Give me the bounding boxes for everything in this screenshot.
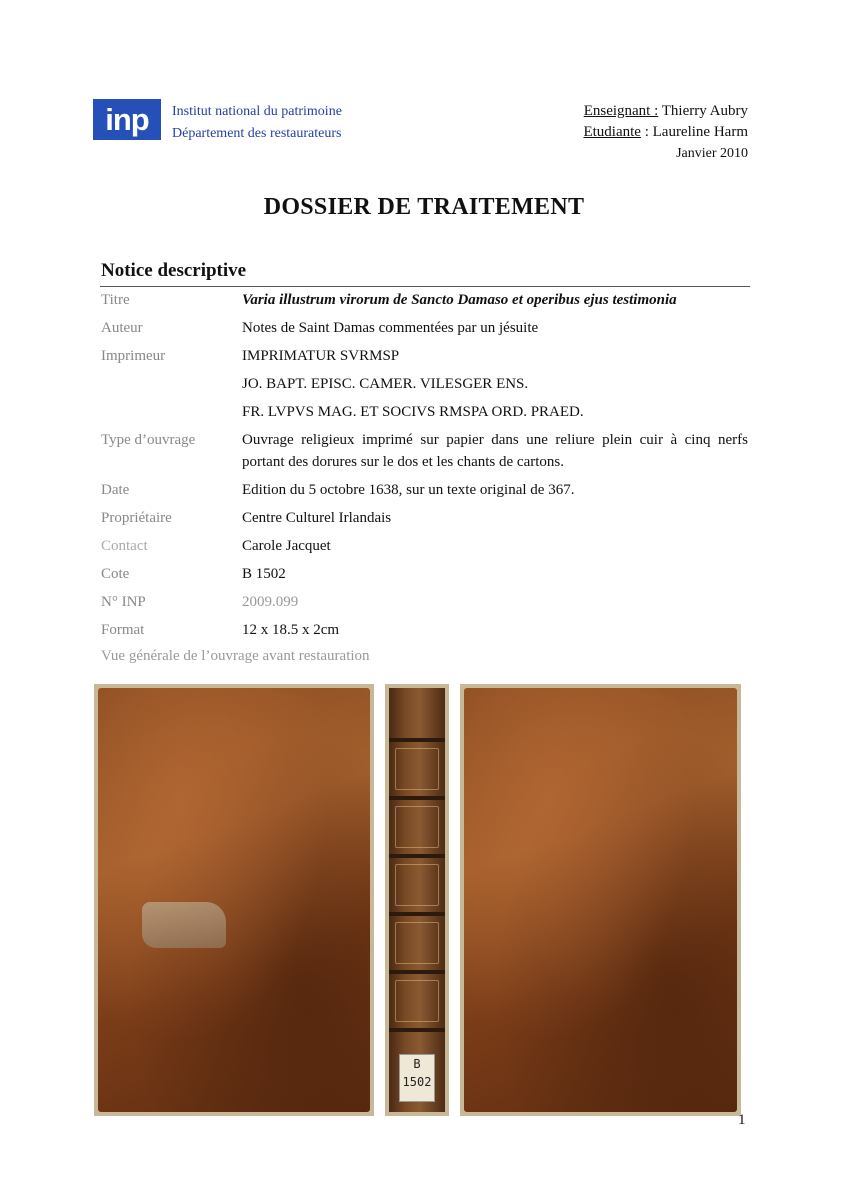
leather-cover (98, 688, 370, 1112)
spine-panel (395, 864, 439, 906)
department-name: Département des restaurateurs (172, 126, 342, 141)
student-line (583, 122, 748, 143)
notice-value (242, 345, 748, 423)
notice-label: Imprimeur (101, 348, 166, 364)
notice-value (242, 289, 748, 311)
section-title: Notice descriptive (101, 260, 247, 281)
shelf-mark-line: B (413, 1057, 421, 1071)
notice-label: Contact (101, 538, 148, 554)
notice-value: B 1502 (242, 566, 286, 582)
author-block (583, 101, 748, 164)
teacher-label: Enseignant : (583, 103, 659, 119)
spine-band (389, 854, 445, 858)
spine-panel (395, 806, 439, 848)
spine-band (389, 1028, 445, 1032)
spine-band (389, 912, 445, 916)
spine-band (389, 796, 445, 800)
spine-band (389, 970, 445, 974)
imprimeur-line: JO. BAPT. EPISC. CAMER. VILESGER ENS. (242, 376, 529, 392)
notice-value: Ouvrage religieux imprimé sur papier dans une reliure plein cuir à cinq nerfs portant des dorures sur le dos et les chants de cartons. (242, 432, 748, 470)
notice-value: 12 x 18.5 x 2cm (242, 622, 340, 638)
shelf-mark-line: 1502 (402, 1075, 432, 1089)
notice-label: Date (101, 482, 130, 498)
notice-label: Titre (101, 292, 130, 308)
notice-label: Propriétaire (101, 510, 172, 526)
photo-caption: Vue générale de l’ouvrage avant restauration (101, 648, 370, 664)
book-title: Varia illustrum virorum de Sancto Damaso et operibus ejus testimonia (242, 292, 677, 308)
spine-panel (395, 748, 439, 790)
notice-value: 2009.099 (242, 594, 299, 610)
spine-panel (395, 922, 439, 964)
worn-leather-patch (142, 902, 226, 948)
notice-label: Auteur (101, 320, 143, 336)
notice-label: Type d’ouvrage (101, 432, 196, 448)
shelf-mark-label (399, 1054, 435, 1102)
inp-logo: inp (93, 99, 161, 140)
document-title: DOSSIER DE TRAITEMENT (263, 194, 585, 220)
notice-value: Carole Jacquet (242, 538, 331, 554)
section-divider (100, 286, 750, 287)
notice-value: Edition du 5 octobre 1638, sur un texte original de 367. (242, 482, 575, 498)
teacher-name: Thierry Aubry (658, 103, 748, 119)
notice-label: Cote (101, 566, 130, 582)
spine-panel (395, 980, 439, 1022)
leather-spine (389, 688, 445, 1112)
back-cover-photo (460, 684, 741, 1116)
student-label: Etudiante (583, 124, 641, 140)
notice-label: N° INP (101, 594, 146, 610)
teacher-line (583, 101, 748, 122)
spine-band (389, 738, 445, 742)
notice-label: Format (101, 622, 145, 638)
institute-name: Institut national du patrimoine (172, 104, 342, 119)
notice-value: Notes de Saint Damas commentées par un jésuite (242, 320, 539, 336)
front-cover-photo (94, 684, 374, 1116)
leather-cover (464, 688, 737, 1112)
spine-photo (385, 684, 449, 1116)
imprimeur-line: FR. LVPVS MAG. ET SOCIVS RMSPA ORD. PRAED. (242, 404, 584, 420)
imprimeur-line: IMPRIMATUR SVRMSP (242, 348, 400, 364)
page-number: 1 (738, 1112, 746, 1128)
student-name: : Laureline Harm (640, 124, 748, 140)
notice-value: Centre Culturel Irlandais (242, 510, 392, 526)
institute-block (172, 101, 342, 145)
document-date: Janvier 2010 (676, 146, 748, 161)
